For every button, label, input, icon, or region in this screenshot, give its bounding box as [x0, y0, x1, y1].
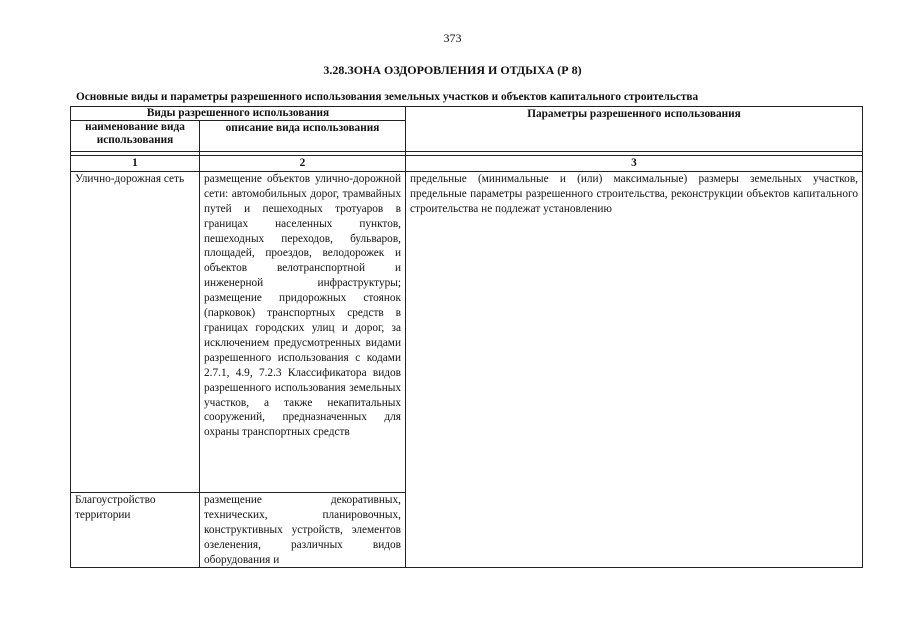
zone-title: 3.28.ЗОНА ОЗДОРОВЛЕНИЯ И ОТДЫХА (Р 8) [323, 63, 582, 77]
use-description-cell: размещение объектов улично-дорожной сети: автомобильных дорог, трамвайных путей и пешеходных тротуаров в границах населенных пунктов, пешеходных переходов, бульваров, площадей, проездов, велодорожек и объектов велотранспортной и инженерной инфраструктуры; размещение придорожных стоянок (парковок) транспортных средств в границах городских улиц и дорог, за исключением предусмотренных видами разрешенного использования с кодами 2.7.1, 4.9, 7.2.3 Классификатора видов разрешенного использования земельных участков, а также некапитальных сооружений, предназначенных для охраны транспортных средств [200, 171, 406, 492]
use-name-cell: Улично-дорожная сеть [71, 171, 200, 492]
group-header: Виды разрешенного использования [71, 107, 406, 121]
use-name-cell: Благоустройство территории [71, 492, 200, 568]
params-column-header: Параметры разрешенного использования [406, 107, 863, 152]
name-column-header: наименование вида использования [71, 121, 200, 152]
column-number: 3 [406, 156, 863, 172]
column-number: 2 [200, 156, 406, 172]
description-column-header: описание вида использования [200, 121, 406, 152]
table-row [71, 171, 863, 492]
params-cell: предельные (минимальные и (или) максимальные) размеры земельных участков, предельные параметры разрешенного строительства, реконструкции объектов капитального строительства не подлежат установлению [406, 171, 863, 568]
table-caption: Основные виды и параметры разрешенного использования земельных участков и объектов капитального строительства [76, 91, 699, 103]
column-number: 1 [71, 156, 200, 172]
use-description-cell: размещение декоративных, технических, планировочных, конструктивных устройств, элементов озеленения, различных видов оборудования и [200, 492, 406, 568]
permitted-use-table [70, 106, 863, 568]
page-number: 373 [443, 31, 462, 45]
